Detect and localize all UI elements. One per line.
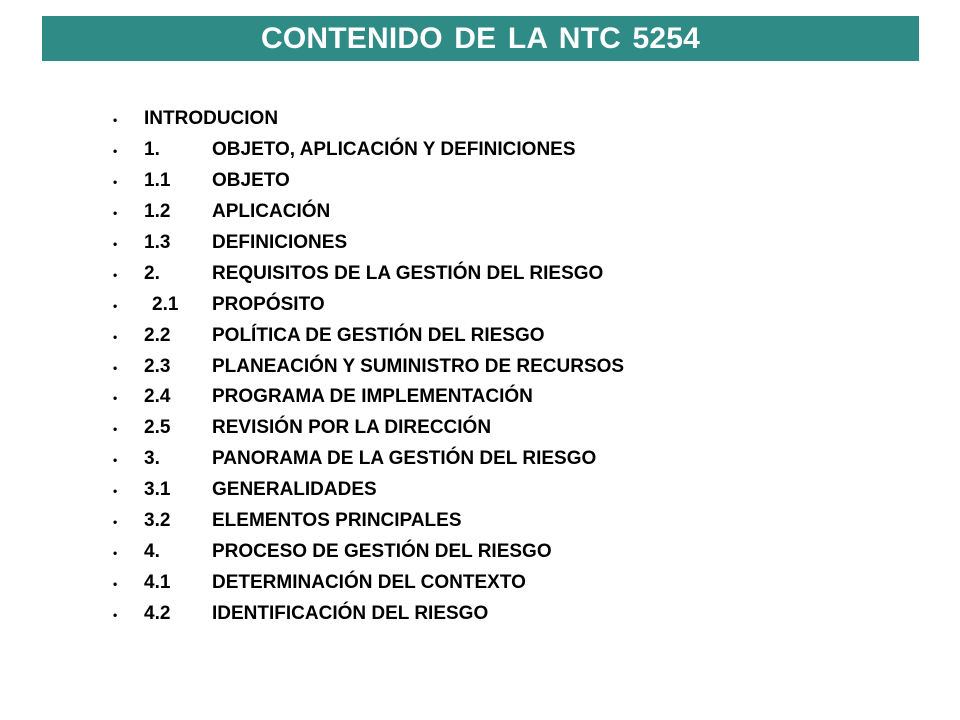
item-number: 1.3: [144, 232, 171, 253]
list-item: [113, 536, 624, 567]
item-number: 2.4: [144, 386, 171, 408]
item-number: 4.2: [144, 602, 171, 624]
item-text: PROCESO DE GESTIÓN DEL RIESGO: [212, 540, 552, 562]
item-number: 1.1: [144, 170, 171, 192]
list-item: [113, 413, 624, 444]
bullet-icon: •: [113, 237, 118, 251]
item-text: REQUISITOS DE LA GESTIÓN DEL RIESGO: [212, 262, 604, 284]
list-item: [113, 598, 624, 629]
slide-title: CONTENIDO DE LA NTC 5254: [260, 21, 701, 55]
bullet-icon: •: [113, 175, 118, 190]
item-text: POLÍTICA DE GESTIÓN DEL RIESGO: [212, 324, 545, 346]
item-text: DETERMINACIÓN DEL CONTEXTO: [212, 571, 526, 593]
bullet-icon: •: [113, 607, 118, 622]
bullet-icon: •: [113, 144, 118, 159]
item-number: 4.1: [144, 571, 171, 593]
list-item: [113, 258, 624, 289]
item-text: REVISIÓN POR LA DIRECCIÓN: [212, 417, 492, 439]
bullet-icon: •: [113, 360, 118, 375]
list-item: [113, 320, 624, 351]
item-text: PROGRAMA DE IMPLEMENTACIÓN: [212, 386, 533, 408]
item-text: INTRODUCION: [144, 108, 279, 130]
bullet-icon: •: [113, 422, 118, 437]
bullet-icon: •: [113, 515, 118, 530]
item-text: PROPÓSITO: [212, 293, 325, 315]
item-number: 3.2: [144, 510, 171, 532]
item-number: 1.2: [144, 201, 171, 223]
list-item: [113, 567, 624, 598]
list-item: [113, 104, 624, 135]
item-number: 1.: [144, 139, 160, 161]
list-item: [113, 289, 624, 320]
bullet-icon: •: [113, 484, 118, 499]
list-item: [113, 197, 624, 228]
bullet-icon: •: [113, 113, 118, 128]
list-item: [113, 382, 624, 413]
item-number: 2.5: [144, 417, 171, 439]
item-text: GENERALIDADES: [212, 479, 377, 501]
list-item: [113, 351, 624, 382]
item-number: 2.1: [152, 293, 179, 315]
item-text: IDENTIFICACIÓN DEL RIESGO: [212, 602, 489, 624]
bullet-icon: •: [113, 267, 118, 282]
item-text: APLICACIÓN: [212, 201, 331, 223]
item-text: PLANEACIÓN Y SUMINISTRO DE RECURSOS: [212, 355, 625, 377]
title-bar: [42, 16, 919, 61]
list-item: [113, 228, 624, 259]
bullet-icon: •: [113, 576, 118, 591]
list-item: [113, 166, 624, 197]
item-text: OBJETO: [212, 170, 290, 192]
bullet-icon: •: [113, 329, 118, 344]
bullet-icon: •: [113, 545, 118, 560]
list-item: [113, 506, 624, 537]
item-number: 3.1: [144, 479, 171, 501]
item-number: 2.3: [144, 355, 171, 377]
item-text: ELEMENTOS PRINCIPALES: [212, 510, 462, 532]
item-text: PANORAMA DE LA GESTIÓN DEL RIESGO: [212, 448, 597, 470]
item-number: 4.: [144, 540, 160, 562]
list-item: [113, 135, 624, 166]
bullet-icon: •: [113, 298, 118, 313]
item-text: DEFINICIONES: [212, 232, 348, 253]
item-text: OBJETO, APLICACIÓN Y DEFINICIONES: [212, 139, 576, 161]
item-number: 3.: [144, 448, 160, 470]
bullet-icon: •: [113, 206, 118, 221]
bullet-icon: •: [113, 391, 118, 406]
table-of-contents: [113, 104, 624, 629]
item-number: 2.2: [144, 324, 171, 346]
item-number: 2.: [144, 262, 160, 284]
list-item: [113, 475, 624, 506]
list-item: [113, 444, 624, 475]
bullet-icon: •: [113, 453, 118, 468]
